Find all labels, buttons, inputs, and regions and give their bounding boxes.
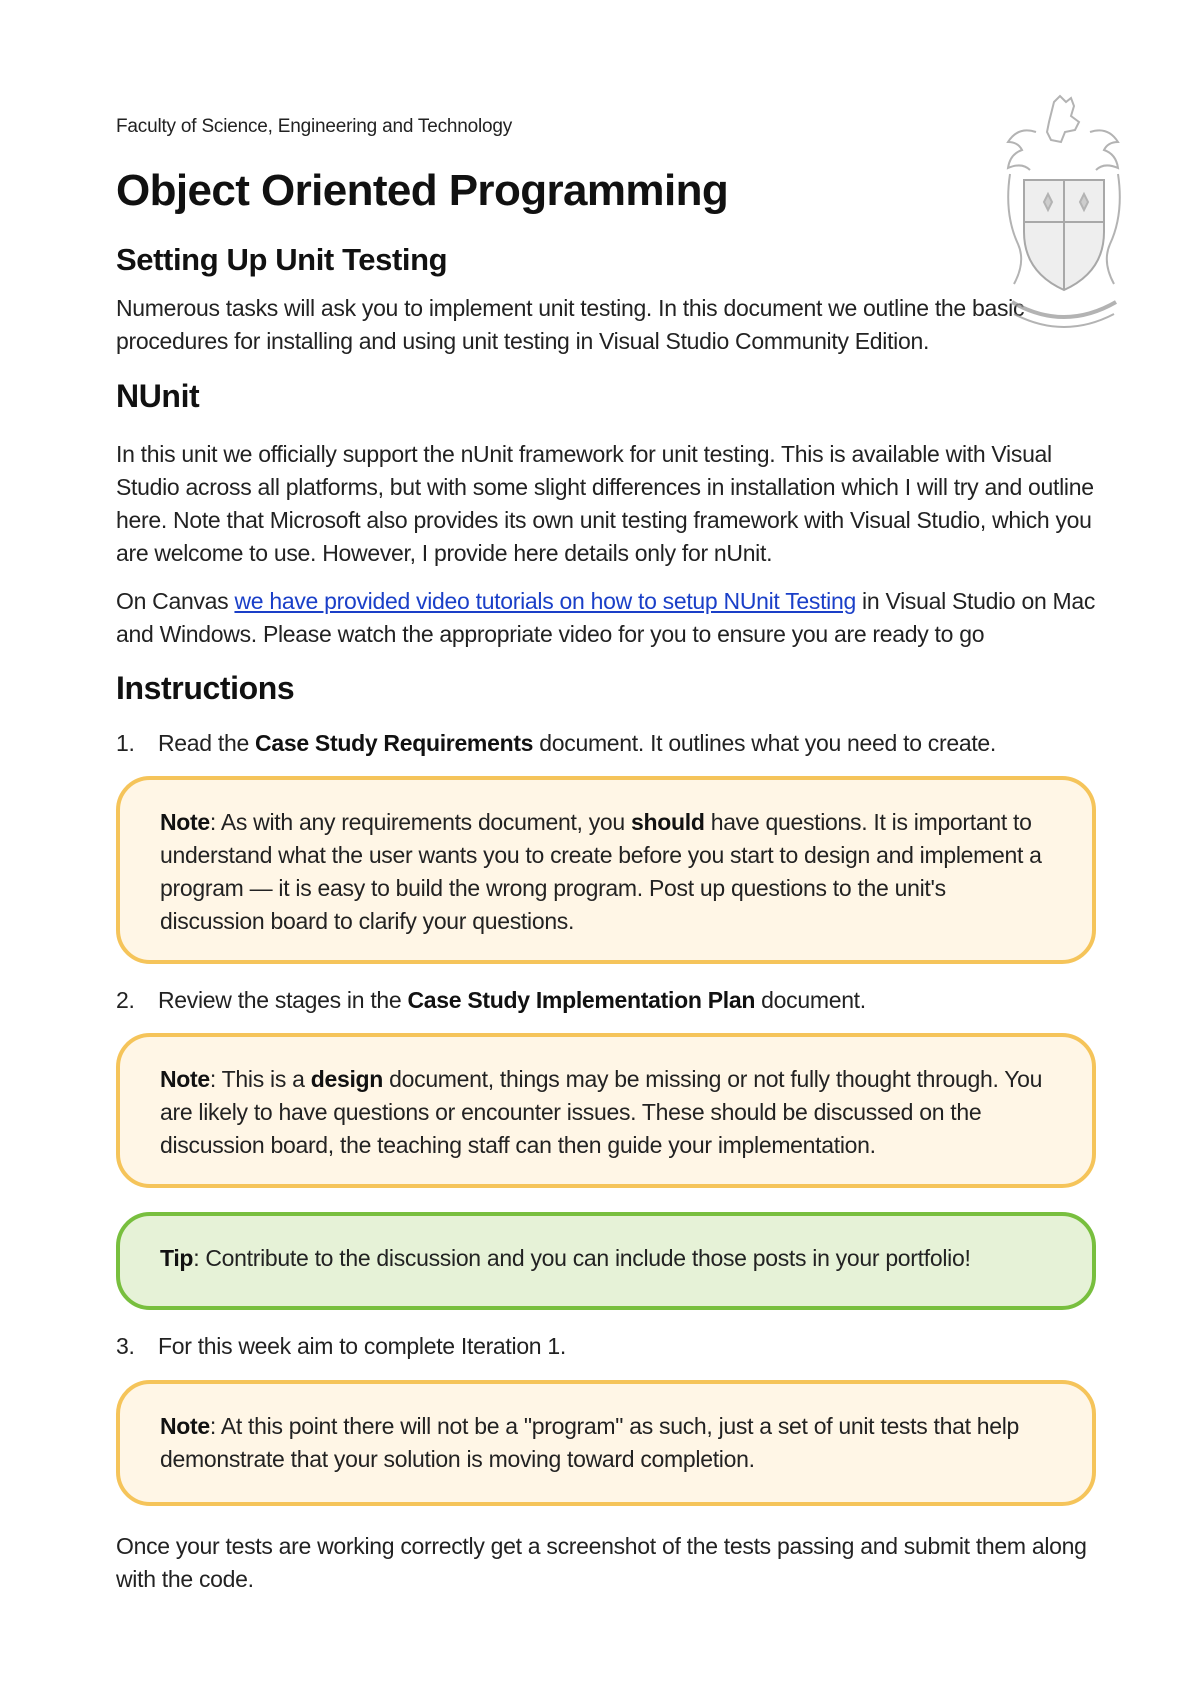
note-text: : As with any requirements document, you — [209, 809, 632, 835]
step-text: Review the stages in the — [158, 987, 408, 1013]
instructions-heading: Instructions — [116, 670, 295, 706]
document-subtitle: Setting Up Unit Testing — [116, 242, 448, 277]
tip-label: Tip — [160, 1245, 194, 1271]
note-box-requirements — [116, 776, 1096, 964]
note-text: : At this point there will not be a "program" as such, just a set of unit tests that help demonstrate that your solution is moving toward completion. — [160, 1413, 1020, 1472]
closing-paragraph: Once your tests are working correctly get a screenshot of the tests passing and submit them along with the code. — [116, 1533, 1087, 1592]
document-title: Object Oriented Programming — [116, 166, 729, 215]
note-bold: should — [631, 809, 705, 835]
nunit-heading: NUnit — [116, 378, 200, 414]
step-2 — [116, 984, 1096, 1017]
step-number: 2. — [116, 987, 135, 1013]
note-text: have questions. It is important to understand what the user wants you to create before you start to design and implement a program — it is easy to build the wrong program. Post up questions to the unit's discussion board to clarify your questions. — [160, 809, 1042, 934]
note-box-iteration — [116, 1380, 1096, 1506]
nunit-paragraph: In this unit we officially support the nUnit framework for unit testing. This is available with Visual Studio across all platforms, but with some slight differences in installation which I will try and outline here. Note that Microsoft also provides its own unit testing framework with Visual Studio, which you are welcome to use. However, I provide here details only for nUnit. — [116, 441, 1094, 566]
note-text: : This is a — [209, 1066, 311, 1092]
step-bold: Case Study Implementation Plan — [407, 987, 756, 1013]
university-crest-logo — [994, 92, 1134, 362]
note-box-design — [116, 1033, 1096, 1188]
canvas-text-after: in Visual Studio on Mac and Windows. Please watch the appropriate video for you to ensure you are ready to go — [116, 588, 1096, 647]
step-text: For this week aim to complete Iteration 1. — [158, 1333, 566, 1359]
faculty-name: Faculty of Science, Engineering and Technology — [116, 116, 513, 137]
step-1 — [116, 727, 1096, 760]
tip-box — [116, 1212, 1096, 1310]
step-number: 1. — [116, 730, 135, 756]
note-text: document, things may be missing or not fully thought through. You are likely to have questions or encounter issues. These should be discussed on the discussion board, the teaching staff can then guide your implementation. — [160, 1066, 1043, 1158]
canvas-paragraph — [116, 585, 1096, 651]
canvas-text-before: On Canvas — [116, 588, 235, 614]
step-text: document. It outlines what you need to create. — [533, 730, 996, 756]
note-label: Note — [160, 1066, 210, 1092]
tip-text: : Contribute to the discussion and you can include those posts in your portfolio! — [193, 1245, 971, 1271]
note-label: Note — [160, 1413, 210, 1439]
step-text: document. — [755, 987, 866, 1013]
note-label: Note — [160, 809, 210, 835]
step-text: Read the — [158, 730, 256, 756]
note-bold: design — [310, 1066, 384, 1092]
step-number: 3. — [116, 1333, 135, 1359]
step-bold: Case Study Requirements — [255, 730, 534, 756]
intro-paragraph: Numerous tasks will ask you to implement unit testing. In this document we outline the basic procedures for installing and using unit testing in Visual Studio Community Edition. — [116, 295, 1025, 354]
video-tutorials-link[interactable]: we have provided video tutorials on how to setup NUnit Testing — [234, 588, 856, 614]
step-3 — [116, 1330, 1096, 1363]
